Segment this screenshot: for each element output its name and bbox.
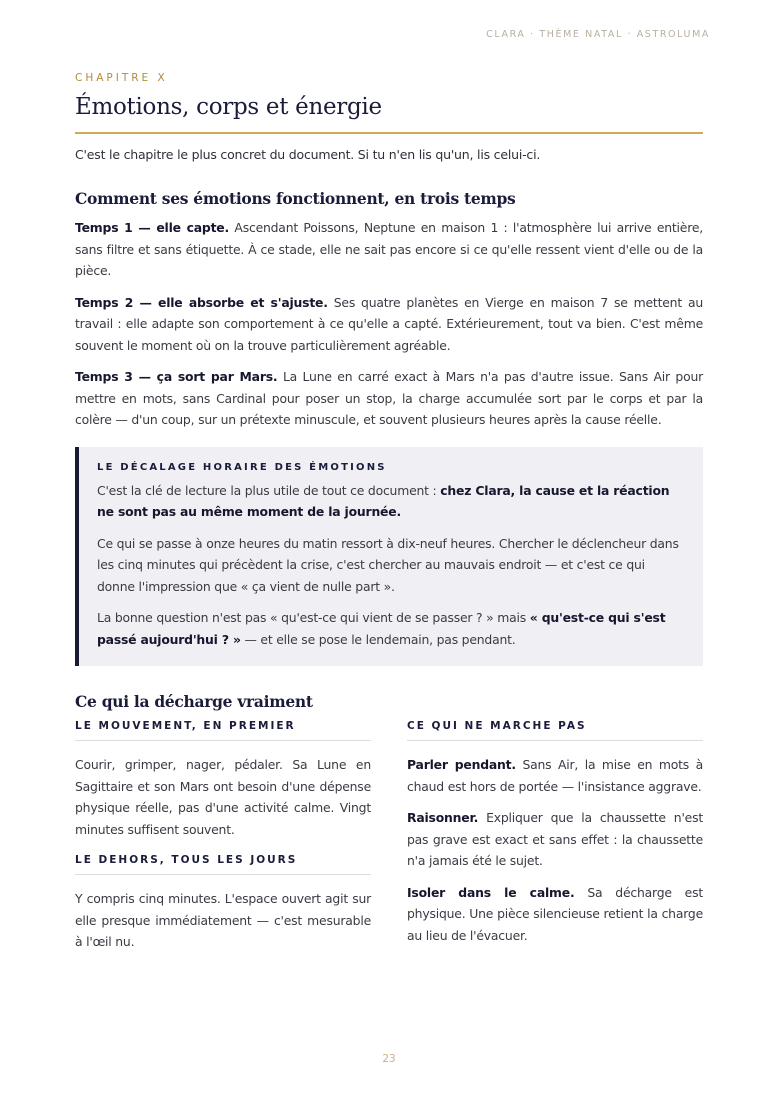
list-item [407,807,703,872]
chapter-intro: C'est le chapitre le plus concret du document. Si tu n'en lis qu'un, lis celui-ci. [75,147,541,162]
column-text: Y compris cinq minutes. L'espace ouvert agit sur elle presque immédiatement — c'est mesurable à l'œil nu. [75,891,371,949]
item-lead: Parler pendant. [407,757,516,772]
item-lead: Isoler dans le calme. [407,884,575,900]
paragraph-text: La Lune en carré exact à Mars n'a pas d'autre issue. Sans Air pour mettre en mots, sans Cardinal pour poser un stop, la charge accumulée sort par le corps et par la colère — d'un coup, sur un prétexte minuscule, et souvent plusieurs heures après la cause réelle. [75,369,704,427]
two-column-layout [75,720,703,963]
column-left [75,720,371,963]
chapter-label: CHAPITRE X [75,72,168,84]
item-lead: Raisonner. [407,810,479,825]
paragraph-temps-3 [75,366,703,431]
list-item [407,882,703,947]
page-content [75,72,703,963]
column-text: Courir, grimper, nager, pédaler. Sa Lune en Sagittaire et son Mars ont besoin d'une dépense physique réelle, pas d'une activité calme. Vingt minutes suffisent souvent. [75,757,371,837]
callout-paragraph-3 [97,607,685,650]
callout-text: La bonne question n'est pas « qu'est-ce qui vient de se passer ? » mais [97,610,530,625]
callout-paragraph-1 [97,480,685,523]
list-item [407,754,703,797]
column-heading: CE QUI NE MARCHE PAS [407,720,703,741]
callout-title: LE DÉCALAGE HORAIRE DES ÉMOTIONS [97,461,387,473]
item-text: Expliquer que la chaussette n'est pas grave est exact et sans effet : la chaussette n'a jamais été le sujet. [407,810,703,868]
callout-text: C'est la clé de lecture la plus utile de tout ce document : [97,482,441,498]
paragraph-temps-1 [75,217,703,282]
item-text: Sa décharge est physique. Une pièce silencieuse retient la charge au lieu de l'évacuer. [407,884,703,943]
callout-emphasis: « qu'est-ce qui s'est passé aujourd'hui ? » [97,610,666,647]
paragraph-temps-2 [75,292,703,357]
paragraph-lead: Temps 2 — elle absorbe et s'ajuste. [75,294,328,310]
running-header: CLARA · THÈME NATAL · ASTROLUMA [486,29,710,40]
item-text: Sans Air, la mise en mots à chaud est hors de portée — l'insistance aggrave. [407,757,703,794]
column-heading: LE MOUVEMENT, EN PREMIER [75,720,371,741]
section-title-decharge: Ce qui la décharge vraiment [75,692,313,711]
paragraph-text: Ascendant Poissons, Neptune en maison 1 : l'atmosphère lui arrive entière, sans filtre et sans étiquette. À ce stade, elle ne sait pas encore si ce qu'elle ressent vient d'elle ou de la pièce. [75,220,704,278]
callout-paragraph-2: Ce qui se passe à onze heures du matin ressort à dix-neuf heures. Chercher le déclencheur dans les cinq minutes qui précèdent la crise, c'est chercher au mauvais endroit — et c'est ce qui donne l'impression que « ça vient de nulle part ». [97,535,679,594]
callout-emphasis: chez Clara, la cause et la réaction ne sont pas au même moment de la journée. [97,482,670,519]
column-right [407,720,703,963]
paragraph-text: Ses quatre planètes en Vierge en maison 7 se mettent au travail : elle adapte son comportement à ce qu'elle a capté. Extérieurement, tout va bien. C'est même souvent le moment où on la trouve particulièrement agréable. [75,294,703,353]
callout-tail: — et elle se pose le lendemain, pas pendant. [240,631,516,647]
paragraph-lead: Temps 3 — ça sort par Mars. [75,369,278,384]
section-title-emotions: Comment ses émotions fonctionnent, en trois temps [75,189,516,208]
page-number: 23 [382,1053,396,1065]
callout-box [75,447,703,667]
column-heading: LE DEHORS, TOUS LES JOURS [75,854,371,875]
chapter-title: Émotions, corps et énergie [75,94,703,134]
paragraph-lead: Temps 1 — elle capte. [75,220,230,235]
